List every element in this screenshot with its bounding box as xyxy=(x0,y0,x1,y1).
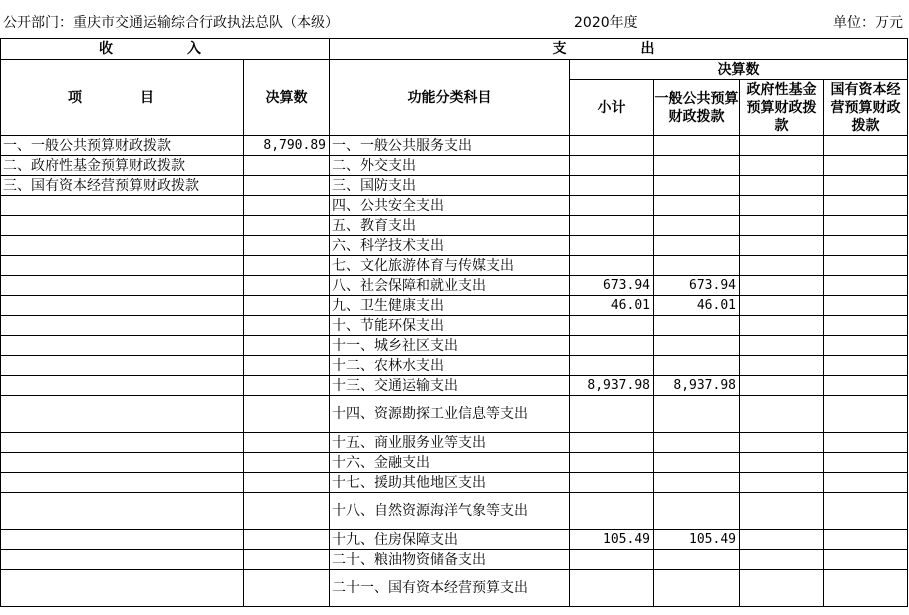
expense-gov-fund-cell xyxy=(740,336,824,356)
expense-category-cell: 七、文化旅游体育与传媒支出 xyxy=(330,256,570,276)
income-amount-cell xyxy=(244,296,330,316)
income-item-cell xyxy=(1,216,244,236)
expense-gov-fund-cell xyxy=(740,433,824,453)
expense-general-budget-cell: 8,937.98 xyxy=(654,376,740,396)
income-item-cell xyxy=(1,396,244,433)
table-row xyxy=(1,530,908,550)
income-amount-cell xyxy=(244,176,330,196)
expense-category-cell: 二十一、国有资本经营预算支出 xyxy=(330,570,570,607)
expense-state-capital-cell xyxy=(824,176,908,196)
income-item-cell xyxy=(1,276,244,296)
expense-state-capital-cell xyxy=(824,376,908,396)
income-amount-cell: 8,790.89 xyxy=(244,136,330,156)
expense-general-budget-cell xyxy=(654,473,740,493)
income-item-cell xyxy=(1,550,244,570)
expense-gov-fund-cell xyxy=(740,396,824,433)
income-item-cell xyxy=(1,530,244,550)
expense-gov-fund-cell xyxy=(740,570,824,607)
expense-general-budget-cell xyxy=(654,256,740,276)
expense-category-cell: 十六、金融支出 xyxy=(330,453,570,473)
expense-gov-fund-cell xyxy=(740,216,824,236)
expense-category-cell: 一、一般公共服务支出 xyxy=(330,136,570,156)
table-row xyxy=(1,356,908,376)
item-column-header: 项 目 xyxy=(1,60,244,136)
budget-table xyxy=(0,38,908,607)
expense-state-capital-cell xyxy=(824,316,908,336)
income-item-cell xyxy=(1,453,244,473)
expense-general-budget-cell xyxy=(654,196,740,216)
income-amount-cell xyxy=(244,396,330,433)
expense-category-cell: 十七、援助其他地区支出 xyxy=(330,473,570,493)
expense-gov-fund-cell xyxy=(740,276,824,296)
expense-category-cell: 二十、粮油物资储备支出 xyxy=(330,550,570,570)
expense-general-budget-cell xyxy=(654,550,740,570)
expense-general-budget-cell xyxy=(654,570,740,607)
expense-general-budget-cell: 673.94 xyxy=(654,276,740,296)
income-amount-cell xyxy=(244,336,330,356)
expense-category-cell: 十八、自然资源海洋气象等支出 xyxy=(330,493,570,530)
expense-gov-fund-cell xyxy=(740,156,824,176)
expense-general-budget-cell xyxy=(654,336,740,356)
expense-subtotal-cell xyxy=(570,216,654,236)
expense-gov-fund-cell xyxy=(740,473,824,493)
state-capital-column-header: 国有资本经营预算财政拨款 xyxy=(824,80,908,136)
table-row xyxy=(1,570,908,607)
income-amount-cell xyxy=(244,493,330,530)
expense-subtotal-cell xyxy=(570,156,654,176)
column-header-row xyxy=(1,60,908,80)
expense-gov-fund-cell xyxy=(740,356,824,376)
table-row xyxy=(1,256,908,276)
table-row xyxy=(1,136,908,156)
expense-state-capital-cell xyxy=(824,473,908,493)
table-row xyxy=(1,276,908,296)
income-amount-cell xyxy=(244,196,330,216)
expense-state-capital-cell xyxy=(824,493,908,530)
table-row xyxy=(1,336,908,356)
expense-subtotal-cell xyxy=(570,236,654,256)
expense-gov-fund-cell xyxy=(740,376,824,396)
expense-subtotal-cell xyxy=(570,396,654,433)
expense-subtotal-cell xyxy=(570,256,654,276)
expense-gov-fund-cell xyxy=(740,550,824,570)
expense-category-cell: 五、教育支出 xyxy=(330,216,570,236)
income-item-cell xyxy=(1,376,244,396)
expense-section-header: 支 出 xyxy=(330,39,908,60)
income-section-header: 收 入 xyxy=(1,39,330,60)
expense-general-budget-cell: 46.01 xyxy=(654,296,740,316)
expense-category-cell: 十九、住房保障支出 xyxy=(330,530,570,550)
expense-general-budget-cell xyxy=(654,433,740,453)
expense-category-cell: 十一、城乡社区支出 xyxy=(330,336,570,356)
department-label: 公开部门：重庆市交通运输综合行政执法总队（本级） xyxy=(3,15,339,31)
income-item-cell: 三、国有资本经营预算财政拨款 xyxy=(1,176,244,196)
expense-gov-fund-cell xyxy=(740,236,824,256)
income-amount-cell xyxy=(244,156,330,176)
expense-category-cell: 十二、农林水支出 xyxy=(330,356,570,376)
income-item-cell xyxy=(1,473,244,493)
expense-category-cell: 六、科学技术支出 xyxy=(330,236,570,256)
expense-subtotal-cell xyxy=(570,433,654,453)
expense-general-budget-cell xyxy=(654,216,740,236)
income-amount-cell xyxy=(244,473,330,493)
expense-subtotal-cell xyxy=(570,176,654,196)
income-amount-cell xyxy=(244,433,330,453)
expense-category-cell: 四、公共安全支出 xyxy=(330,196,570,216)
expense-general-budget-cell xyxy=(654,493,740,530)
income-amount-cell xyxy=(244,216,330,236)
expense-category-cell: 十五、商业服务业等支出 xyxy=(330,433,570,453)
table-row xyxy=(1,176,908,196)
expense-category-cell: 八、社会保障和就业支出 xyxy=(330,276,570,296)
income-item-cell xyxy=(1,316,244,336)
income-item-cell xyxy=(1,356,244,376)
income-amount-cell xyxy=(244,570,330,607)
income-item-cell xyxy=(1,296,244,316)
expense-category-cell: 十四、资源勘探工业信息等支出 xyxy=(330,396,570,433)
expense-category-cell: 二、外交支出 xyxy=(330,156,570,176)
expense-subtotal-cell xyxy=(570,336,654,356)
income-amount-cell xyxy=(244,256,330,276)
expense-state-capital-cell xyxy=(824,356,908,376)
expense-state-capital-cell xyxy=(824,236,908,256)
expense-general-budget-cell xyxy=(654,176,740,196)
expense-gov-fund-cell xyxy=(740,196,824,216)
income-amount-cell xyxy=(244,316,330,336)
expense-general-budget-cell xyxy=(654,316,740,336)
expense-subtotal-cell: 8,937.98 xyxy=(570,376,654,396)
income-item-cell: 二、政府性基金预算财政拨款 xyxy=(1,156,244,176)
income-amount-cell xyxy=(244,530,330,550)
expense-state-capital-cell xyxy=(824,156,908,176)
expense-category-cell: 十三、交通运输支出 xyxy=(330,376,570,396)
expense-general-budget-cell xyxy=(654,453,740,473)
gov-fund-column-header: 政府性基金预算财政拨款 xyxy=(740,80,824,136)
income-item-cell xyxy=(1,433,244,453)
expense-category-cell: 十、节能环保支出 xyxy=(330,316,570,336)
expense-general-budget-cell xyxy=(654,356,740,376)
expense-category-cell: 三、国防支出 xyxy=(330,176,570,196)
income-item-cell xyxy=(1,256,244,276)
table-row xyxy=(1,316,908,336)
income-amount-cell xyxy=(244,376,330,396)
expense-subtotal-cell xyxy=(570,550,654,570)
table-row xyxy=(1,473,908,493)
expense-state-capital-cell xyxy=(824,570,908,607)
income-amount-cell xyxy=(244,550,330,570)
expense-state-capital-cell xyxy=(824,550,908,570)
expense-subtotal-cell: 673.94 xyxy=(570,276,654,296)
income-amount-cell xyxy=(244,236,330,256)
subtotal-column-header: 小计 xyxy=(570,80,654,136)
table-row xyxy=(1,196,908,216)
expense-subtotal-cell xyxy=(570,136,654,156)
expense-general-budget-cell xyxy=(654,236,740,256)
fiscal-year-label: 2020年度 xyxy=(574,15,638,31)
expense-state-capital-cell xyxy=(824,216,908,236)
table-row xyxy=(1,216,908,236)
expense-state-capital-cell xyxy=(824,433,908,453)
expense-state-capital-cell xyxy=(824,196,908,216)
expense-subtotal-cell: 105.49 xyxy=(570,530,654,550)
expense-general-budget-cell: 105.49 xyxy=(654,530,740,550)
table-row xyxy=(1,236,908,256)
income-item-cell xyxy=(1,336,244,356)
income-item-cell xyxy=(1,570,244,607)
expense-state-capital-cell xyxy=(824,136,908,156)
expense-state-capital-cell xyxy=(824,453,908,473)
unit-label: 单位：万元 xyxy=(833,15,903,31)
expense-gov-fund-cell xyxy=(740,493,824,530)
expense-subtotal-cell xyxy=(570,356,654,376)
table-row xyxy=(1,156,908,176)
expense-state-capital-cell xyxy=(824,396,908,433)
expense-state-capital-cell xyxy=(824,276,908,296)
expense-gov-fund-cell xyxy=(740,136,824,156)
expense-gov-fund-cell xyxy=(740,316,824,336)
table-row xyxy=(1,550,908,570)
expense-subtotal-cell: 46.01 xyxy=(570,296,654,316)
table-row xyxy=(1,493,908,530)
table-row xyxy=(1,453,908,473)
expense-category-cell: 九、卫生健康支出 xyxy=(330,296,570,316)
income-amount-cell xyxy=(244,356,330,376)
expense-gov-fund-cell xyxy=(740,530,824,550)
general-budget-column-header: 一般公共预算财政拨款 xyxy=(654,80,740,136)
expense-state-capital-cell xyxy=(824,256,908,276)
income-amount-cell xyxy=(244,276,330,296)
expense-state-capital-cell xyxy=(824,530,908,550)
expense-subtotal-cell xyxy=(570,316,654,336)
expense-gov-fund-cell xyxy=(740,296,824,316)
report-header xyxy=(0,0,909,38)
section-header-row xyxy=(1,39,908,60)
income-amount-cell xyxy=(244,453,330,473)
expense-state-capital-cell xyxy=(824,336,908,356)
amount-column-header: 决算数 xyxy=(244,60,330,136)
income-item-cell xyxy=(1,236,244,256)
expense-state-capital-cell xyxy=(824,296,908,316)
expense-gov-fund-cell xyxy=(740,256,824,276)
income-item-cell xyxy=(1,196,244,216)
table-row xyxy=(1,433,908,453)
table-row xyxy=(1,396,908,433)
expense-subtotal-cell xyxy=(570,453,654,473)
expense-general-budget-cell xyxy=(654,136,740,156)
final-accounts-column-header: 决算数 xyxy=(570,60,908,80)
expense-subtotal-cell xyxy=(570,570,654,607)
expense-gov-fund-cell xyxy=(740,453,824,473)
expense-subtotal-cell xyxy=(570,196,654,216)
function-category-column-header: 功能分类科目 xyxy=(330,60,570,136)
table-row xyxy=(1,376,908,396)
income-item-cell: 一、一般公共预算财政拨款 xyxy=(1,136,244,156)
expense-gov-fund-cell xyxy=(740,176,824,196)
expense-general-budget-cell xyxy=(654,156,740,176)
income-item-cell xyxy=(1,493,244,530)
expense-subtotal-cell xyxy=(570,493,654,530)
table-row xyxy=(1,296,908,316)
expense-general-budget-cell xyxy=(654,396,740,433)
expense-subtotal-cell xyxy=(570,473,654,493)
